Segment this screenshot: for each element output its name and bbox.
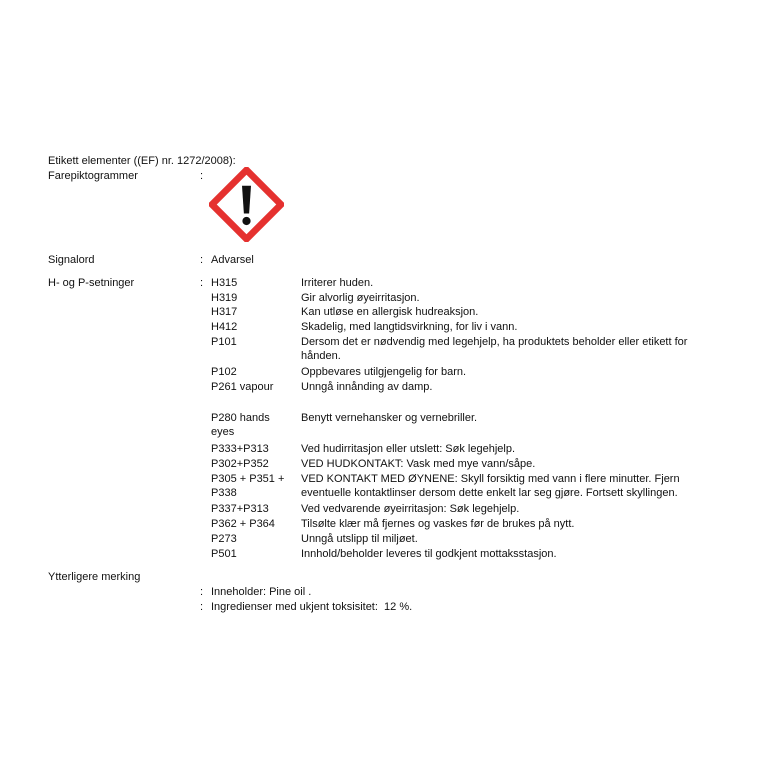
statement-text: Tilsølte klær må fjernes og vaskes før de brukes på nytt. (301, 518, 575, 530)
statement-text: Unngå innånding av damp. (301, 381, 433, 393)
pictograms-colon: : (200, 170, 204, 182)
statement-text: Irriterer huden. (301, 277, 374, 289)
statement-code: H315 (211, 277, 238, 289)
additional-line-colon: : (200, 586, 204, 598)
statement-code: H412 (211, 321, 238, 333)
statements-label: H- og P-setninger (48, 277, 135, 289)
statement-code: P302+P352 (211, 458, 269, 470)
statement-text: Gir alvorlig øyeirritasjon. (301, 292, 420, 304)
additional-line-colon: : (200, 601, 204, 613)
statement-code: P102 (211, 366, 237, 378)
contains-line: Inneholder: Pine oil . (211, 586, 312, 598)
statement-code: H319 (211, 292, 238, 304)
statement-text: VED KONTAKT MED ØYNENE: Skyll forsiktig med vann i flere minutter. Fjern eventuelle kontaktlinser dersom dette enkelt lar seg gjøre. Fortsett skyllingen. (301, 473, 680, 499)
statement-text: Unngå utslipp til miljøet. (301, 533, 418, 545)
statement-code: P333+P313 (211, 443, 269, 455)
signal-word-colon: : (200, 254, 204, 266)
pictograms-label: Farepiktogrammer (48, 170, 138, 182)
additional-labelling-label: Ytterligere merking (48, 571, 141, 583)
statement-code: P362 + P364 (211, 518, 275, 530)
signal-word-value: Advarsel (211, 254, 254, 266)
statement-text: Oppbevares utilgjengelig for barn. (301, 366, 467, 378)
statement-text: Dersom det er nødvendig med legehjelp, ha produktets beholder eller etikett for hånden. (301, 336, 688, 362)
statement-text: Ved hudirritasjon eller utslett: Søk legehjelp. (301, 443, 516, 455)
unknown-toxicity-line: Ingredienser med ukjent toksisitet: 12 %. (211, 601, 413, 613)
statement-text: Skadelig, med langtidsvirkning, for liv i vann. (301, 321, 518, 333)
signal-word-label: Signalord (48, 254, 95, 266)
statement-text: Kan utløse en allergisk hudreaksjon. (301, 306, 479, 318)
statement-text: Benytt vernehansker og vernebriller. (301, 412, 478, 424)
statement-text: Ved vedvarende øyeirritasjon: Søk legehjelp. (301, 503, 520, 515)
statements-colon: : (200, 277, 204, 289)
statement-code: P337+P313 (211, 503, 269, 515)
label-elements-heading: Etikett elementer ((EF) nr. 1272/2008): (48, 155, 236, 167)
statement-code: P305 + P351 + P338 (211, 473, 285, 499)
statement-text: VED HUDKONTAKT: Vask med mye vann/såpe. (301, 458, 536, 470)
statement-code: H317 (211, 306, 238, 318)
statement-code: P261 vapour (211, 381, 274, 393)
statement-code: P501 (211, 548, 237, 560)
statement-code: P273 (211, 533, 237, 545)
exclamation-mark-hazard-icon (209, 167, 284, 242)
statement-code: P280 hands eyes (211, 412, 270, 438)
statement-text: Innhold/beholder leveres til godkjent mottaksstasjon. (301, 548, 557, 560)
statement-code: P101 (211, 336, 237, 348)
